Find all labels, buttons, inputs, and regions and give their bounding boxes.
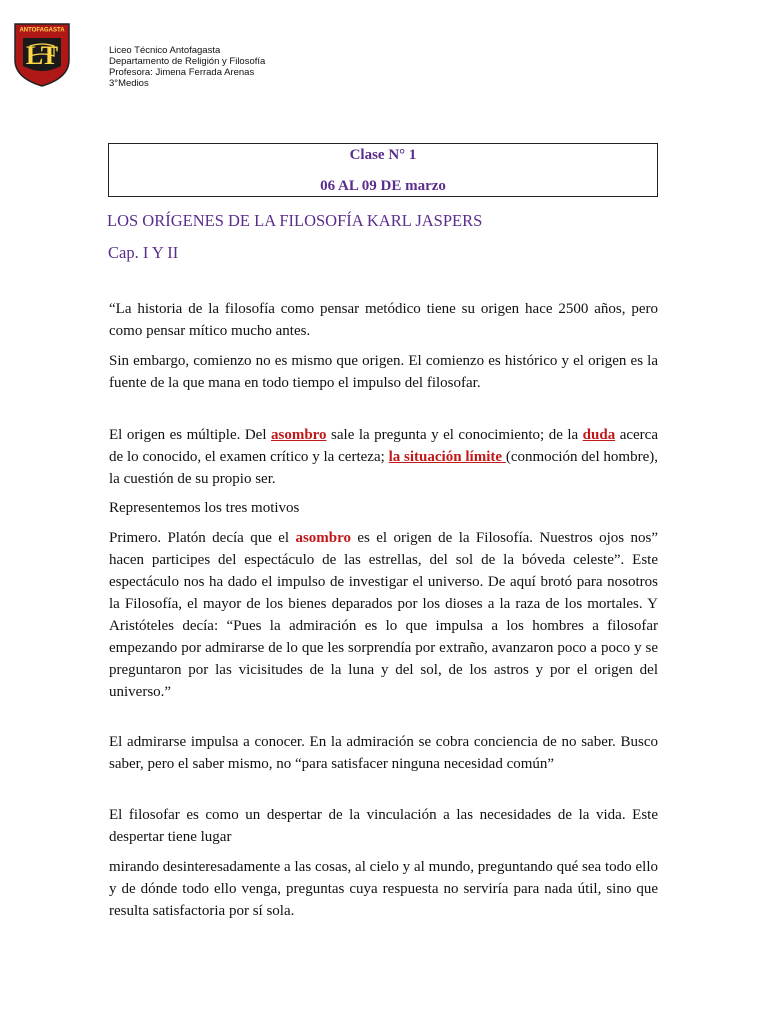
text-fragment: (conmoción del hombre), la cuestión de su propio ser. xyxy=(109,449,659,487)
chapter-heading: Cap. I Y II xyxy=(108,243,179,262)
paragraph-5 xyxy=(109,527,658,703)
keyword-asombro-2: asombro xyxy=(295,530,352,546)
keyword-asombro: asombro xyxy=(270,427,327,443)
department: Departamento de Religión y Filosofía xyxy=(109,56,266,67)
text-fragment: El origen es múltiple. Del xyxy=(109,427,271,443)
paragraph-8: mirando desinteresadamente a las cosas, al cielo y al mundo, preguntando qué sea todo ello y de dónde todo ello venga, preguntas cuya respuesta no serviría para nada útil, sino que resulta satisfactoria por sí sola. xyxy=(109,859,658,919)
school-name: Liceo Técnico Antofagasta xyxy=(109,45,221,56)
text-fragment: Primero. Platón decía que el xyxy=(109,530,296,546)
class-box xyxy=(108,143,658,197)
keyword-situacion-limite: la situación límite xyxy=(388,449,506,465)
paragraph-4: Representemos los tres motivos xyxy=(109,500,300,516)
grade: 3°Medios xyxy=(109,78,149,89)
paragraph-7: El filosofar es como un despertar de la vinculación a las necesidades de la vida. Este despertar tiene lugar xyxy=(109,807,658,845)
document-title: LOS ORÍGENES DE LA FILOSOFÍA KARL JASPERS xyxy=(107,211,483,230)
text-fragment: es el origen de la Filosofía. Nuestros ojos nos” hacen participes del espectáculo de las estrellas, del sol de la bóveda celeste”. Este espectáculo nos ha dado el impulso de investigar el universo. De aquí brotó para nosotros la Filosofía, el mayor de los bienes deparados por los dioses a la raza de los mortales. Y Aristóteles decía: “Pues la admiración es lo que impulsa a los hombres a filosofar empezando por admirarse de lo que les sorprendía por extraño, avanzaron poco a poco y se preguntaron por las vicisitudes de la luna y del sol, de los astros y por el origen del universo.” xyxy=(109,530,658,700)
keyword-duda: duda xyxy=(582,427,616,443)
class-number: Clase N° 1 xyxy=(349,147,417,163)
paragraph-1: “La historia de la filosofía como pensar metódico tiene su origen hace 2500 años, pero como pensar mítico mucho antes. xyxy=(109,301,658,339)
paragraph-3 xyxy=(109,424,658,490)
text-fragment: acerca de lo conocido, el examen crítico y la certeza; xyxy=(109,427,658,465)
text-fragment: sale la pregunta y el conocimiento; de la xyxy=(326,427,583,443)
school-crest-logo xyxy=(13,22,71,88)
paragraph-6: El admirarse impulsa a conocer. En la admiración se cobra conciencia de no saber. Busco saber, pero el saber mismo, no “para satisfacer ninguna necesidad común” xyxy=(109,734,658,772)
class-dates: 06 AL 09 DE marzo xyxy=(320,178,446,194)
svg-text:LT: LT xyxy=(25,41,59,70)
paragraph-2: Sin embargo, comienzo no es mismo que origen. El comienzo es histórico y el origen es la fuente de la que mana en todo tiempo el impulso del filosofar. xyxy=(109,353,658,391)
svg-text:ANTOFAGASTA: ANTOFAGASTA xyxy=(19,27,65,34)
school-info xyxy=(109,45,265,89)
teacher: Profesora: Jimena Ferrada Arenas xyxy=(109,67,255,78)
